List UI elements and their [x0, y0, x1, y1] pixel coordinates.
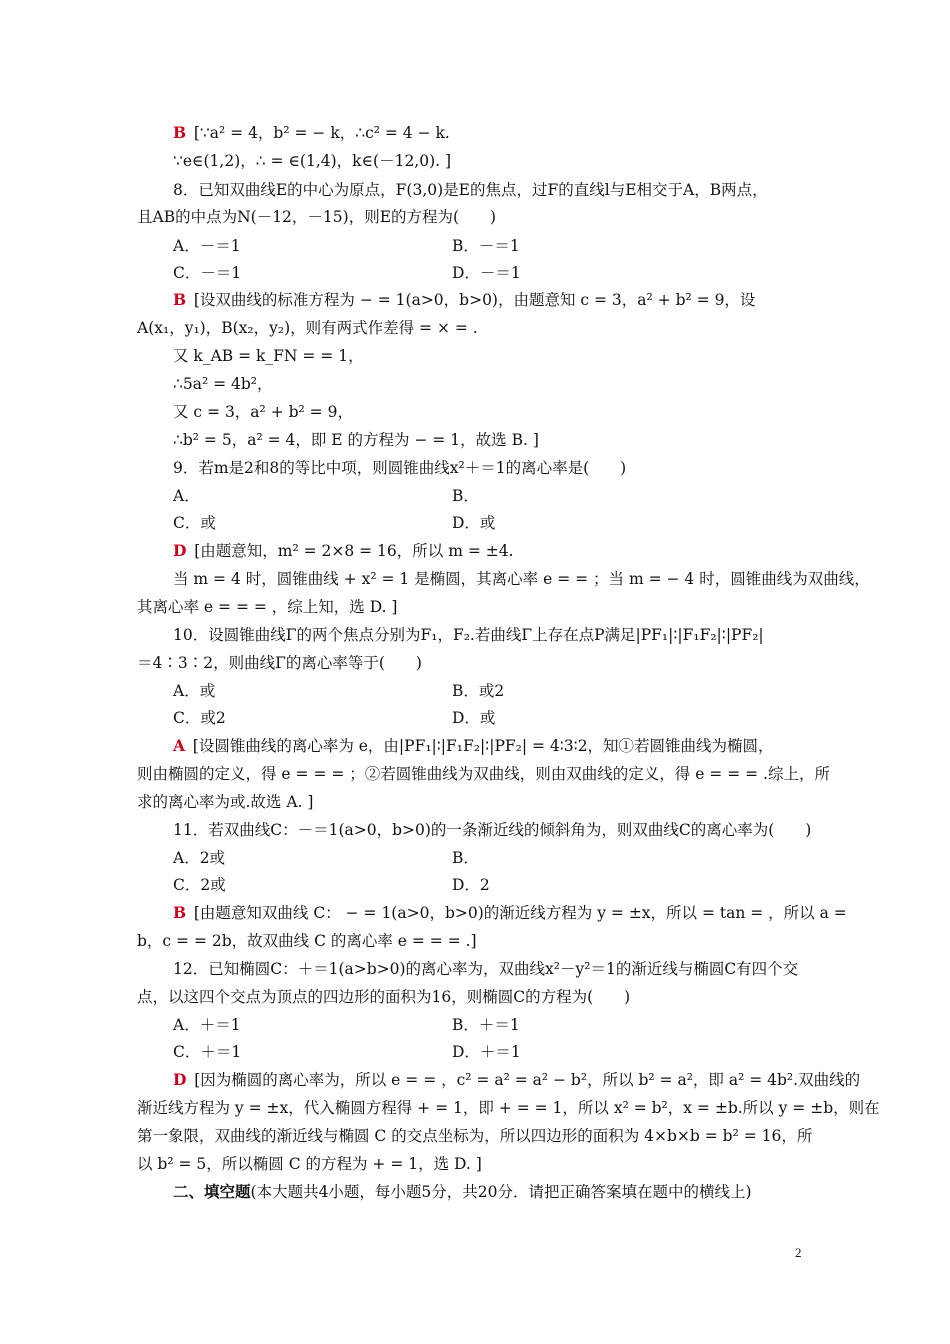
text-line [173, 236, 241, 256]
line-text: A． [173, 487, 200, 505]
text-line [137, 207, 496, 227]
line-text: 其离心率 e = = = ，综上知，选 D. ] [137, 598, 398, 616]
option-text: D．或 [452, 709, 496, 727]
text-line [137, 792, 313, 812]
text-line [173, 430, 539, 450]
option-text: B．或2 [452, 682, 505, 700]
line-text: C．或2 [173, 709, 226, 727]
line-text: 12．已知椭圆C：＋＝1(a>b>0)的离心率为，双曲线x²－y²＝1的渐近线与椭圆C有四个交 [173, 960, 799, 978]
text-line [137, 1098, 880, 1118]
line-text: 又 c = 3，a² + b² = 9， [173, 403, 353, 421]
section-heading: 二、填空题 [173, 1182, 251, 1201]
page-number: 2 [795, 1245, 802, 1260]
text-line [173, 263, 241, 283]
text-line [173, 903, 847, 923]
text-line [173, 123, 450, 143]
text-line [173, 541, 514, 561]
line-text: [∵a² = 4，b² = − k，∴c² = 4 − k. [193, 124, 450, 142]
text-line [173, 374, 273, 394]
line-text: 第一象限，双曲线的渐近线与椭圆 C 的交点坐标为，所以四边形的面积为 4×b×b = b² = 16，所 [137, 1127, 813, 1145]
text-line [137, 318, 478, 338]
text-line [173, 1042, 241, 1062]
option-text: D．－＝1 [452, 264, 521, 282]
line-text: A．－＝1 [173, 237, 241, 255]
line-text: 10．设圆锥曲线Γ的两个焦点分别为F₁，F₂.若曲线Γ上存在点P满足|PF₁|∶|F₁F₂|∶|PF₂| [173, 626, 764, 644]
line-text: C．－＝1 [173, 264, 242, 282]
line-text: 9．若m是2和8的等比中项，则圆锥曲线x²＋＝1的离心率是( ) [173, 459, 627, 477]
text-line [173, 1015, 241, 1035]
text-line [137, 987, 630, 1007]
text-line [173, 402, 353, 422]
line-text: C．＋＝1 [173, 1043, 242, 1061]
text-line [173, 151, 451, 171]
line-text: [由题意知，m² = 2×8 = 16，所以 m = ±4. [194, 542, 514, 560]
line-text: [由题意知双曲线 C： − = 1(a>0，b>0)的渐近线方程为 y = ±x，所以 = tan = ，所以 a = [193, 904, 847, 922]
text-line [173, 959, 798, 979]
text-line [173, 290, 755, 310]
text-line [173, 458, 626, 478]
text-line [173, 346, 364, 366]
text-line [173, 180, 768, 200]
line-text: 渐近线方程为 y = ±x，代入椭圆方程得 + = 1，即 + = = 1，所以 x² = b²，x = ±b.所以 y = ±b，则在 [137, 1099, 880, 1117]
option-text: B．＋＝1 [452, 1016, 520, 1034]
line-text: 当 m = 4 时，圆锥曲线 + x² = 1 是椭圆，其离心率 e = = ；当 m = − 4 时，圆锥曲线为双曲线， [173, 570, 870, 588]
text-line [137, 597, 397, 617]
text-line [173, 1070, 860, 1090]
text-line [173, 569, 870, 589]
line-text: (本大题共4小题，每小题5分，共20分．请把正确答案填在题中的横线上) [250, 1183, 752, 1201]
line-text: [设圆锥曲线的离心率为 e，由|PF₁|∶|F₁F₂|∶|PF₂| = 4∶3∶2，知①若圆锥曲线为椭圆， [192, 737, 774, 755]
answer-letter: A [173, 736, 186, 755]
line-text: b，c = = 2b，故双曲线 C 的离心率 e = = = .] [137, 932, 477, 950]
answer-letter: B [173, 903, 187, 922]
line-text: C．2或 [173, 876, 226, 894]
text-line [137, 1126, 812, 1146]
line-text: A．2或 [173, 849, 226, 867]
line-text: 求的离心率为或.故选 A. ] [137, 793, 314, 811]
text-line [137, 931, 477, 951]
line-text: 又 k_AB = k_FN = = 1， [173, 347, 364, 365]
line-text: 11．若双曲线C：－＝1(a>0，b>0)的一条渐近线的倾斜角为，则双曲线C的离心率为( ) [173, 821, 812, 839]
text-line [173, 875, 226, 895]
line-text: ∵e∈(1,2)，∴ = ∈(1,4)，k∈(－12,0). ] [173, 152, 452, 170]
line-text: [因为椭圆的离心率为，所以 e = = ，c² = a² = a² − b²，所以 b² = a²，即 a² = 4b².双曲线的 [194, 1071, 861, 1089]
option-text: B． [452, 487, 479, 505]
option-text: B． [452, 849, 479, 867]
line-text: A(x₁，y₁)，B(x₂，y₂)，则有两式作差得 = × = . [137, 319, 478, 337]
text-line [173, 736, 774, 756]
line-text: [设双曲线的标准方程为 − = 1(a>0，b>0)，由题意知 c = 3，a² + b² = 9，设 [193, 291, 756, 309]
answer-letter: B [173, 290, 187, 309]
line-text: ∴b² = 5，a² = 4，即 E 的方程为 − = 1，故选 B. ] [173, 431, 539, 449]
line-text: ∴5a² = 4b²， [173, 375, 273, 393]
text-line [173, 820, 811, 840]
line-text: A．＋＝1 [173, 1016, 241, 1034]
answer-letter: D [173, 1070, 187, 1089]
line-text: C．或 [173, 514, 216, 532]
text-line [173, 1182, 752, 1202]
text-line [173, 681, 215, 701]
line-text: A．或 [173, 682, 216, 700]
text-line [173, 486, 200, 506]
answer-letter: D [173, 541, 187, 560]
line-text: 且AB的中点为N(－12，－15)，则E的方程为( ) [137, 208, 497, 226]
option-text: D．或 [452, 514, 496, 532]
text-line [137, 653, 422, 673]
text-line [173, 708, 226, 728]
answer-letter: B [173, 123, 187, 142]
line-text: 则由椭圆的定义，得 e = = = ；②若圆锥曲线为双曲线，则由双曲线的定义，得 e = = = .综上，所 [137, 765, 830, 783]
text-line [173, 625, 764, 645]
line-text: 8．已知双曲线E的中心为原点，F(3,0)是E的焦点，过F的直线l与E相交于A，B两点， [173, 181, 768, 199]
line-text: ＝4∶3∶2，则曲线Γ的离心率等于( ) [137, 654, 422, 672]
line-text: 以 b² = 5，所以椭圆 C 的方程为 + = 1，选 D. ] [137, 1155, 482, 1173]
text-line [137, 764, 830, 784]
option-text: D．＋＝1 [452, 1043, 521, 1061]
text-line [137, 1154, 482, 1174]
option-text: D．2 [452, 876, 490, 894]
text-line [173, 848, 225, 868]
option-text: B．－＝1 [452, 237, 520, 255]
text-line [173, 513, 216, 533]
line-text: 点，以这四个交点为顶点的四边形的面积为16，则椭圆C的方程为( ) [137, 988, 631, 1006]
